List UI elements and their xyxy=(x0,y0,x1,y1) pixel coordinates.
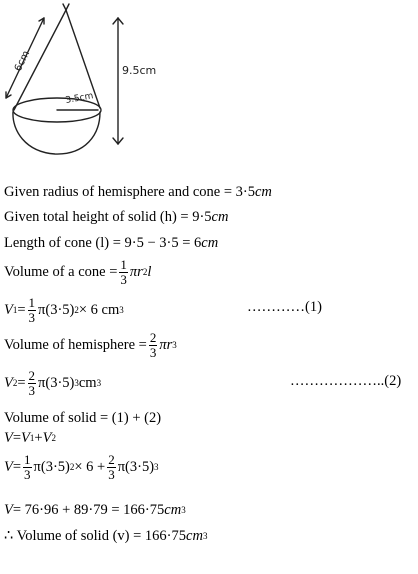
equals-sign: = xyxy=(109,263,118,280)
v-result-value: = 76·96 + 89·79 = 166·75 xyxy=(12,502,165,518)
given-radius-value: = 3·5 xyxy=(223,184,255,200)
fraction-numerator: 2 xyxy=(149,330,157,345)
fraction-numerator: 1 xyxy=(24,452,31,467)
pi-term: π(3·5) xyxy=(38,301,75,318)
pi-r-term: πr xyxy=(159,336,173,353)
equals-sign: = xyxy=(17,374,26,391)
cone-length-value: (l) = 9·5 − 3·5 = 6 xyxy=(95,235,202,251)
equals-sign: = xyxy=(17,301,26,318)
hemisphere-volume-text: Volume of hemisphere xyxy=(4,336,136,353)
equals-sign: = xyxy=(12,430,22,446)
height-label: 9.5cm xyxy=(122,64,157,77)
final-answer-line: ∴ Volume of solid (v) = 166·75 cm 3 xyxy=(4,528,208,544)
radius-label: 3.5cm xyxy=(64,91,95,106)
times-term: × 6 cm xyxy=(78,301,120,318)
slant-label: 6cm xyxy=(12,49,33,74)
given-height-value: (h) = 9·5 xyxy=(159,209,212,225)
fraction-denominator: 3 xyxy=(149,344,157,360)
v-sum-line: V = V 1 + V 2 xyxy=(4,430,56,446)
pi-term: π(3·5) xyxy=(117,458,155,475)
fraction-denominator: 3 xyxy=(24,466,31,482)
fraction-numerator: 1 xyxy=(120,257,127,272)
pi-term: π(3·5) xyxy=(38,374,75,391)
slant-term: l xyxy=(147,263,152,280)
v2-symbol: V xyxy=(4,374,13,391)
v-result-unit: cm xyxy=(164,502,182,518)
v2-symbol: V xyxy=(42,430,52,446)
given-radius-line xyxy=(4,185,272,200)
cone-length-text: Length of cone xyxy=(4,235,92,251)
v1-symbol: V xyxy=(4,301,13,318)
fraction-denominator: 3 xyxy=(28,309,36,325)
fraction-two-thirds xyxy=(107,453,116,481)
v-expanded-line: V = $\frac{1}{3}$ π(3·5) 2 × 6 + $\frac{2}{3}$ π(3·5) 3 xyxy=(4,452,159,482)
v-symbol: V xyxy=(4,502,13,518)
pi-term: π(3·5) xyxy=(33,458,70,475)
cone-length-line xyxy=(4,236,218,251)
fraction-one-third xyxy=(23,453,32,481)
pi-r-term: πr xyxy=(129,263,143,280)
fraction-two-thirds xyxy=(149,331,158,359)
fraction-denominator: 3 xyxy=(120,271,127,287)
fraction-numerator: 1 xyxy=(28,295,36,310)
given-height-text: Given total height of solid xyxy=(4,209,157,225)
fraction-one-third xyxy=(28,296,37,324)
v-symbol: V xyxy=(4,458,13,475)
volume-of-solid-text: Volume of solid = (1) + (2) xyxy=(4,410,162,426)
given-height-line xyxy=(4,210,228,225)
apex-tick xyxy=(63,4,69,10)
v1-equation-line: V 1 = $\frac{1}{3}$ π(3·5) 2 × 6 cm 3 xyxy=(4,295,124,325)
hemisphere-volume-formula-line: Volume of hemisphere = $\frac{2}{3}$ πr 3 xyxy=(4,330,177,360)
volume-of-solid-line xyxy=(4,411,161,426)
fraction-numerator: 2 xyxy=(108,452,115,467)
fraction-one-third xyxy=(119,258,128,286)
final-answer-value: (v) = 166·75 xyxy=(112,528,187,544)
cone-volume-text: Volume of a cone xyxy=(4,263,106,280)
v2-equation-line: V 2 = $\frac{2}{3}$ π(3·5) 3 cm 3 xyxy=(4,368,102,398)
given-height-unit: cm xyxy=(211,209,229,225)
equals-sign: = xyxy=(138,336,147,353)
fraction-denominator: 3 xyxy=(108,466,115,482)
cone-length-unit: cm xyxy=(201,235,219,251)
fraction-denominator: 3 xyxy=(28,382,36,398)
fraction-numerator: 2 xyxy=(28,368,36,383)
plus-sign: + xyxy=(34,430,43,446)
v-result-line: V = 76·96 + 89·79 = 166·75 cm 3 xyxy=(4,502,186,518)
unit-term: cm xyxy=(78,374,97,391)
final-answer-text: ∴ Volume of solid xyxy=(4,528,109,544)
given-radius-text: Given radius of hemisphere and cone xyxy=(4,184,221,200)
v-symbol: V xyxy=(4,430,13,446)
v1-symbol: V xyxy=(21,430,30,446)
cone-volume-formula-line: Volume of a cone = $\frac{1}{3}$ πr 2 l xyxy=(4,257,152,287)
final-answer-unit: cm xyxy=(186,528,203,544)
fraction-two-thirds xyxy=(28,369,37,397)
times-plus-term: × 6 + xyxy=(74,458,106,475)
equation-ref-2: ………………..(2) xyxy=(290,373,402,389)
cone-hemisphere-sketch xyxy=(0,0,180,175)
equation-ref-1: …………(1) xyxy=(247,299,322,315)
given-radius-unit: cm xyxy=(254,184,272,200)
equals-sign: = xyxy=(12,458,22,475)
